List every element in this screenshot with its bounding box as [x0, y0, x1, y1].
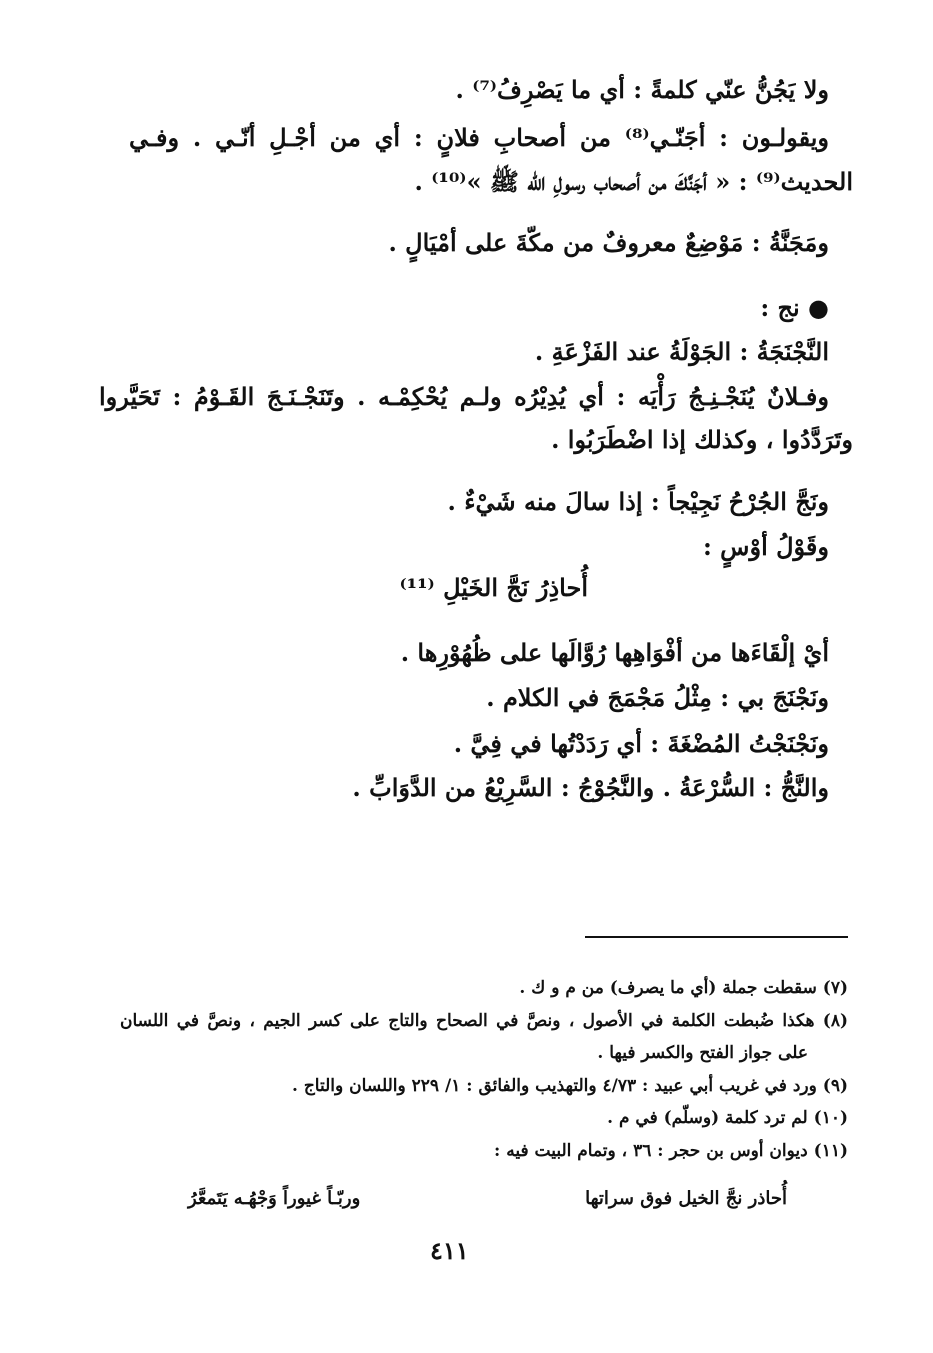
text-line-4: ومَجَنَّةُ : مَوْضِعٌ معروفٌ من مكّةَ على أمْيَالٍ . [388, 228, 829, 257]
verse-quote: أُحاذِرُ نَجَّ الخَيْلِ ⁽¹¹⁾ [399, 573, 588, 602]
text-line-9: وقَوْلُ أوْسٍ : [702, 532, 829, 561]
text-line-10: أيْ إلْقَاءَها من أفْوَاهِها رُوَّالَها على ظُهُوْرِها . [400, 638, 829, 667]
text-line-5: النَّجْنَجَةُ : الجَوْلَةُ عند الفَزْعَةِ . [534, 337, 829, 366]
footnote-verse-second-hemistich: وربّـاً غيوراً وَجْهُـه يَتَمعَّرُ [188, 1188, 361, 1209]
text-line-12: ونَجْنَجْتُ المُضْغَةَ : أي رَدَدْتُها في فِيَّ . [453, 729, 829, 758]
page-number: ٤١١ [430, 1236, 469, 1265]
footnote-9: (٩) ورد في غريب أبي عبيد : ٤/٧٣ والتهذيب والفائق : ١/ ٢٢٩ واللسان والتاج . [292, 1076, 848, 1096]
footnote-8: (٨) هكذا ضُبطت الكلمة في الأصول ، ونصَّ في الصحاح والتاج على كسر الجيم ، ونصَّ في اللسان [120, 1011, 848, 1031]
text-line-6: وفـلانٌ يُنَجْـنِـجُ رَأْيَه : أي يُدِيْرُه ولـم يُحْكِمْـه . وتَنَجْـنَـجَ القَـوْمُ : تَحَيَّروا [99, 382, 829, 411]
text-line-7: وتَرَدَّدُوا ، وكذلك إذا اضْطَرَبُوا . [551, 425, 853, 454]
footnote-verse-first-hemistich: أُحاذر نجَّ الخيل فوق سراتها [585, 1188, 787, 1209]
footnote-11: (١١) ديوان أوس بن حجر : ٣٦ ، وتمام البيت فيه : [494, 1141, 848, 1161]
text-line-13: والنَّجُّ : السُّرْعَةُ . والنَّجُوْجُ : السَّرِيْعُ من الدَّوَابِّ . [352, 773, 829, 802]
footnote-7: (٧) سقطت جملة (أي ما يصرف) من م و ك . [519, 978, 848, 998]
text-line-3: الحديث⁽⁹⁾ : « أجَنَّكَ من أصحاب رسولِ الله ﷺ »⁽¹⁰⁾ . [414, 167, 853, 196]
text-line-8: ونَجَّ الجُرْحُ نَجِيْجاً : إذا سالَ منه شَيْءٌ . [447, 487, 829, 516]
text-line-2: ويقولـون : أجَنّـي⁽⁸⁾ من أصحابِ فلانٍ : أي من أجْـلِ أنّـي . وفـي [129, 123, 829, 152]
text-line-11: ونَجْنَجَ بي : مِثْلُ مَجْمَجَ في الكلام . [486, 683, 829, 712]
footnote-8-continued: على جواز الفتح والكسر فيها . [597, 1043, 808, 1063]
text-line-1: ولا يَجُنُّ عنّي كلمةً : أي ما يَصْرِفُ⁽⁷⁾ . [455, 75, 829, 104]
section-heading: ● نج : [760, 293, 829, 322]
footnote-separator [585, 936, 848, 938]
footnote-10: (١٠) لم ترد كلمة (وسلّم) في م . [607, 1108, 848, 1128]
